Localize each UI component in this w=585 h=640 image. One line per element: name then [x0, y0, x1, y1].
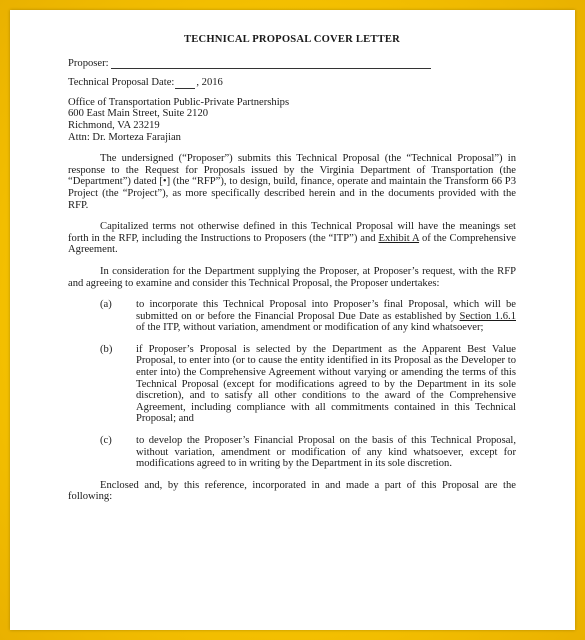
item-label: (c) [100, 435, 112, 447]
list-item [68, 344, 516, 425]
definitions-text-end: of the Comprehensive Agreement. [68, 232, 516, 256]
document-title: TECHNICAL PROPOSAL COVER LETTER [183, 34, 401, 45]
address-line: Richmond, VA 23219 [68, 119, 160, 131]
date-blank-line [175, 79, 195, 89]
exhibit-a-reference: Exhibit A [378, 232, 420, 244]
definitions-paragraph [68, 221, 516, 256]
intro-paragraph: The undersigned (“Proposer”) submits this Technical Proposal (the “Technical Proposal”) in response to the Request for Proposals issued by the Virginia Department of Transportation (the “Department”) dated [•] (the “RFP”), to design, build, finance, operate and maintain the Transform 66 P3 Project (the “Project”), as more specifically described herein and in the documents provided with the RFP. [68, 153, 516, 211]
list-item [68, 299, 516, 334]
date-year: , 2016 [196, 77, 223, 89]
date-label: Technical Proposal Date: [68, 77, 175, 89]
recipient-address [68, 97, 516, 143]
definitions-text: Capitalized terms not otherwise defined in this Technical Proposal will have the meanings set forth in the RFP, including the Instructions to Proposers (the “ITP”) and [68, 221, 516, 244]
item-label: (a) [100, 299, 112, 311]
address-line: 600 East Main Street, Suite 2120 [68, 108, 209, 120]
consideration-paragraph: In consideration for the Department supplying the Proposer, at Proposer’s request, with the RFP and agreeing to examine and consider this Technical Proposal, the Proposer undertakes: [68, 265, 516, 289]
address-line: Attn: Dr. Morteza Farajian [68, 131, 181, 143]
item-label: (b) [100, 343, 113, 355]
proposer-label: Proposer: [68, 57, 109, 69]
document-page [10, 10, 575, 630]
list-item [68, 435, 516, 470]
letter-body [68, 34, 516, 513]
item-text: to incorporate this Technical Proposal into Proposer’s final Proposal, which will be submitted on or before the Financial Proposal Due Date as established by Section 1.6.1 of the ITP, without variation, amendment or modification of any kind whatsoever; [136, 299, 516, 334]
item-text: to develop the Proposer’s Financial Proposal on the basis of this Technical Proposal, without variation, amendment or modification of any kind whatsoever, except for modifications agreed to in writing by the Department in its sole discretion. [136, 435, 516, 470]
item-text: if Proposer’s Proposal is selected by the Department as the Apparent Best Value Proposal, to enter into (or to cause the entity identified in its Proposal as the Developer to enter into) the Comprehensive Agreement without varying or amending the terms of this Technical Proposal (except for modifications agreed to by the Department in its sole discretion), and to satisfy all other conditions to the award of the Comprehensive Agreement, including compliance with all commitments contained in this Technical Proposal; and [136, 343, 516, 425]
proposer-blank-line [111, 59, 431, 69]
enclosures-paragraph: Enclosed and, by this reference, incorporated in and made a part of this Proposal are the following: [68, 479, 516, 503]
date-field [68, 77, 516, 89]
undertakings-list [68, 299, 516, 470]
proposer-field [68, 58, 516, 70]
address-line: Office of Transportation Public-Private Partnerships [68, 96, 290, 108]
